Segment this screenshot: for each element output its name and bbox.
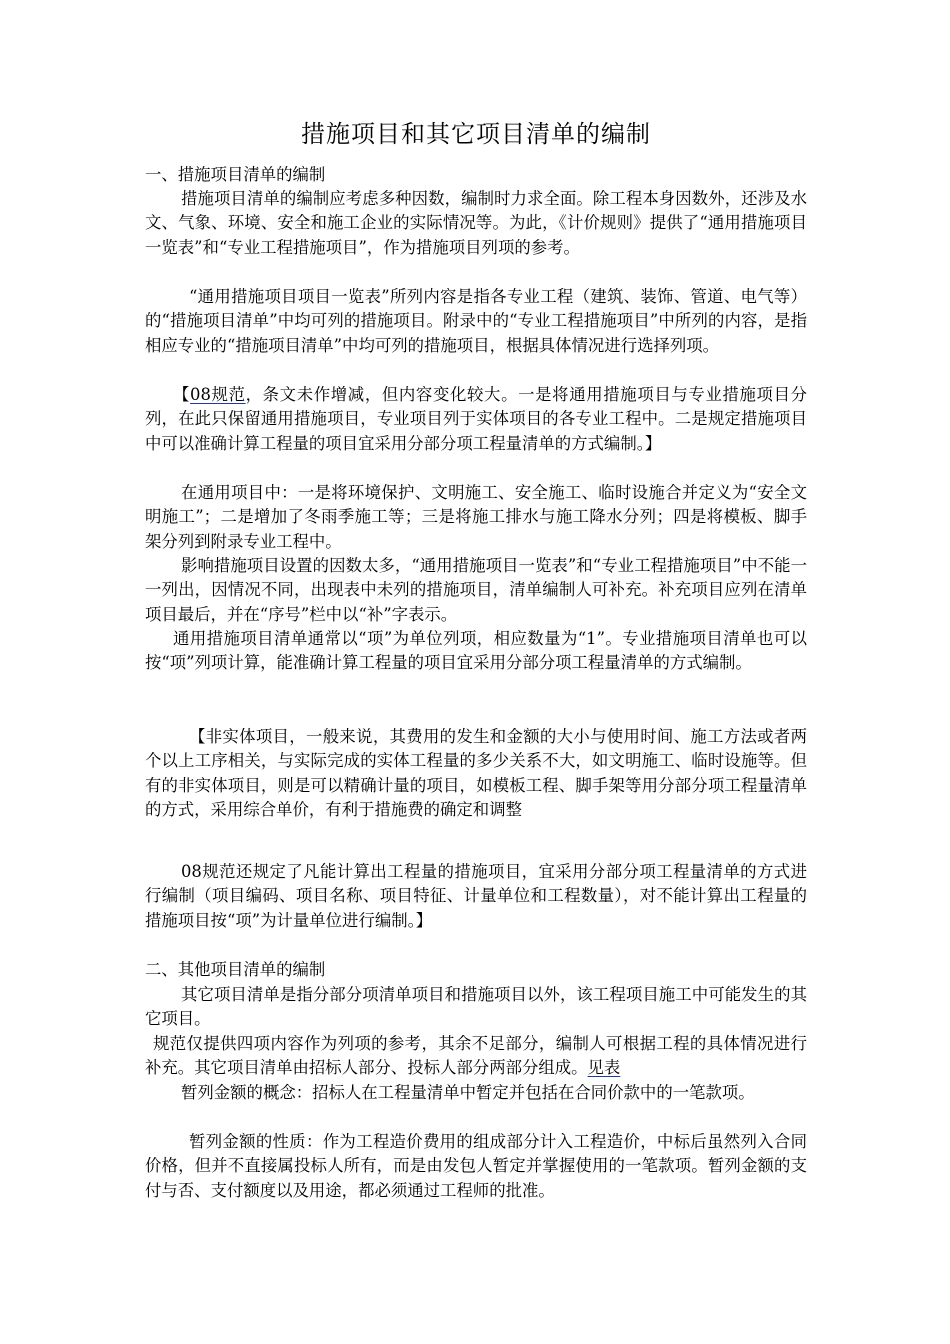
section1-paragraph-3 xyxy=(145,383,807,456)
section1-paragraph-4: 在通用项目中：一是将环境保护、文明施工、安全施工、临时设施合并定义为“安全文明施工”；二是增加了冬雨季施工等；三是将施工排水与施工降水分列；四是将模板、脚手架分列到附录专业工程中。 xyxy=(145,483,807,551)
see-table-link[interactable]: 见表 xyxy=(587,1058,621,1078)
spec-08-link[interactable]: 08规范 xyxy=(190,385,246,404)
section1-paragraph-6: 通用措施项目清单通常以“项”为单位列项，相应数量为“1”。专业措施项目清单也可以按“项”列项计算，能准确计算工程量的项目宜采用分部分项工程量清单的方式编制。 xyxy=(145,629,807,673)
section2-heading: 二、其他项目清单的编制 xyxy=(145,960,326,979)
section1-paragraph-7: 【非实体项目，一般来说，其费用的发生和金额的大小与使用时间、施工方法或者两个以上工序相关，与实际完成的实体工程量的多少关系不大，如文明施工、临时设施等。但有的非实体项目，则是可以精确计量的项目，如模板工程、脚手架等用分部分项工程量清单的方式，采用综合单价，有利于措施费的确定和调整 xyxy=(145,727,807,819)
section2-paragraph-2-text: 规范仅提供四项内容作为列项的参考，其余不足部分，编制人可根据工程的具体情况进行补充。其它项目清单由招标人部分、投标人部分两部分组成。 xyxy=(145,1034,807,1078)
section2-paragraph-2 xyxy=(145,1032,807,1081)
section1-heading: 一、措施项目清单的编制 xyxy=(145,165,326,184)
section2-paragraph-4: 暂列金额的性质：作为工程造价费用的组成部分计入工程造价，中标后虽然列入合同价格，但并不直接属投标人所有，而是由发包人暂定并掌握使用的一笔款项。暂列金额的支付与否、支付额度以及用途，都必须通过工程师的批准。 xyxy=(145,1132,807,1200)
section1-paragraph-1: 措施项目清单的编制应考虑多种因数，编制时力求全面。除工程本身因数外，还涉及水文、气象、环境、安全和施工企业的实际情况等。为此，《计价规则》提供了“通用措施项目一览表”和“专业工程措施项目”，作为措施项目列项的参考。 xyxy=(145,189,807,257)
section1-paragraph-3-text: ，条文未作增减，但内容变化较大。一是将通用措施项目与专业措施项目分列，在此只保留通用措施项目，专业项目列于实体项目的各专业工程中。二是规定措施项目中可以准确计算工程量的项目宜采用分部分项工程量清单的方式编制。】 xyxy=(145,385,808,453)
document-title: 措施项目和其它项目清单的编制 xyxy=(301,120,651,148)
section1-paragraph-5: 影响措施项目设置的因数太多，“通用措施项目一览表”和“专业工程措施项目”中不能一一列出，因情况不同，出现表中未列的措施项目，清单编制人可补充。补充项目应列在清单项目最后，并在“序号”栏中以“补”字表示。 xyxy=(145,556,807,624)
section1-paragraph-2: “通用措施项目项目一览表”所列内容是指各专业工程（建筑、装饰、管道、电气等）的“措施项目清单”中均可列的措施项目。附录中的“专业工程措施项目”中所列的内容，是指相应专业的“措施项目清单”中均可列的措施项目，根据具体情况进行选择列项。 xyxy=(145,287,807,355)
section2-paragraph-3: 暂列金额的概念：招标人在工程量清单中暂定并包括在合同价款中的一笔款项。 xyxy=(181,1083,755,1102)
bracket-open: 【 xyxy=(173,385,191,404)
section2-paragraph-1: 其它项目清单是指分部分项清单项目和措施项目以外，该工程项目施工中可能发生的其它项目。 xyxy=(145,985,807,1029)
section1-paragraph-8: 08规范还规定了凡能计算出工程量的措施项目，宜采用分部分项工程量清单的方式进行编制（项目编码、项目名称、项目特征、计量单位和工程数量），对不能计算出工程量的措施项目按“项”为计量单位进行编制。】 xyxy=(145,862,807,930)
